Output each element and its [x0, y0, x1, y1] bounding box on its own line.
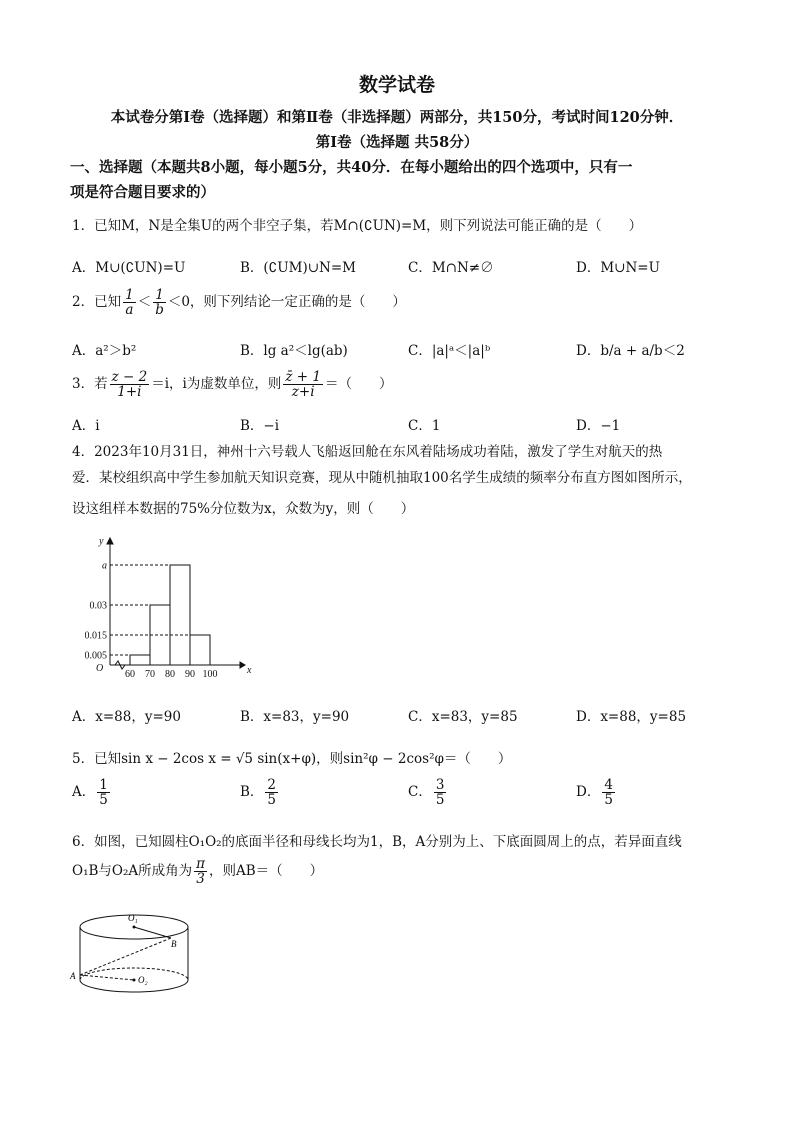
x-tick-label: 60 [125, 669, 135, 680]
histogram-bar [170, 565, 190, 665]
origin-label: O [96, 663, 104, 674]
y-axis-label: y [99, 536, 104, 547]
label-b: B [171, 939, 177, 949]
question-4-line2: 爱．某校组织高中学生参加航天知识竞赛，现从中随机抽取100名学生成绩的频率分布直方图如图所示， [72, 470, 692, 486]
q3-frac-1-den: 1+i [117, 384, 142, 401]
q5-option-b-letter: B． [240, 784, 264, 801]
y-axis-arrow [107, 538, 113, 544]
q1-option-c: C．M∩N≠∅ [408, 260, 494, 276]
q2-stem-post: ＜0，则下列结论一定正确的是（ ） [167, 294, 406, 311]
q5-a-num: 1 [99, 777, 108, 793]
x-axis-label: x [247, 665, 252, 676]
q6-angle-num: π [196, 856, 206, 872]
question-6-line2 [72, 857, 323, 886]
frequency-histogram [85, 530, 255, 685]
q5-c-num: 3 [435, 777, 445, 793]
q3-fraction-2 [283, 370, 323, 399]
histogram-bar [130, 655, 150, 665]
exam-intro-line1: 本试卷分第Ⅰ卷（选择题）和第Ⅱ卷（非选择题）两部分，共150分，考试时间120分钟． [110, 109, 684, 126]
q6-angle-den: 3 [196, 871, 205, 888]
label-o1: O₁ [128, 913, 138, 923]
question-3-stem [72, 370, 392, 399]
q2-frac-1a-den: a [125, 302, 134, 319]
q2-option-b: B．lg a²＜lg(ab) [240, 343, 348, 359]
y-tick-label: 0.005 [85, 650, 107, 662]
section-heading-line1: 一、选择题（本题共8小题，每小题5分，共40分．在每小题给出的四个选项中，只有一 [70, 159, 633, 176]
q3-stem-post: ＝（ ） [324, 376, 393, 393]
q3-frac-2-num: z̄ + 1 [285, 369, 321, 385]
x-tick-label: 80 [165, 669, 175, 680]
q5-option-a-fraction [97, 778, 110, 807]
q2-option-d: D．b/a + a/b＜2 [576, 343, 685, 359]
q3-option-a: A．i [72, 418, 100, 434]
q2-frac-1b-num: 1 [153, 288, 166, 303]
label-a: A [70, 971, 76, 981]
label-o2: O₂ [138, 975, 148, 985]
x-tick-label: 100 [202, 669, 218, 680]
point-o1 [133, 926, 136, 929]
q5-option-b [240, 778, 280, 807]
question-5-stem: 5．已知sin x − 2cos x = √5 sin(x+φ)，则sin²φ − 2cos²φ＝（ ） [72, 751, 512, 767]
question-6-line1: 6．如图，已知圆柱O₁O₂的底面半径和母线长均为1，B，A分别为上、下底面圆周上的点，若异面直线 [72, 834, 682, 850]
cylinder-figure [68, 905, 198, 1005]
q5-option-c [408, 778, 448, 807]
q5-option-c-fraction [434, 778, 447, 807]
bottom-back-arc [80, 968, 188, 980]
q4-option-b: B．x=83，y=90 [240, 709, 350, 725]
x-axis-arrow [240, 662, 245, 668]
q2-option-c: C．|a|ᵃ＜|a|ᵇ [408, 343, 491, 359]
q5-b-den: 5 [267, 792, 277, 809]
q5-option-d-letter: D． [576, 784, 601, 801]
question-2-stem: 2．已知 $\frac{1}{a}$ ＜ $\frac{1}{b}$ ＜0，则下列结论一定正确的是（ ） [72, 287, 406, 319]
q3-frac-1-num: z − 2 [111, 369, 148, 385]
q1-option-d: D．M∪N=U [576, 260, 660, 276]
q3-frac-2-den: z+i [291, 384, 315, 401]
q6-line2-pre: O₁B与O₂A所成角为 [72, 863, 193, 880]
q5-option-a-letter: A． [72, 784, 96, 801]
point-o2 [133, 979, 136, 982]
q5-b-num: 2 [267, 777, 277, 793]
q2-frac-1b-den: b [155, 302, 164, 319]
question-1-stem: 1．已知M，N是全集U的两个非空子集，若M∩(∁UN)=M，则下列说法可能正确的是（ ） [72, 218, 643, 234]
q3-option-d: D．−1 [576, 418, 621, 434]
q6-angle-fraction [194, 857, 207, 886]
q3-stem-mid: ＝i，i为虚数单位，则 [151, 376, 282, 393]
q6-line2-post: ，则AB＝（ ） [209, 863, 324, 880]
y-tick-label: 0.015 [85, 630, 107, 642]
q1-option-a: A．M∪(∁UN)=U [72, 260, 186, 276]
q4-option-a: A．x=88，y=90 [72, 709, 181, 725]
q5-d-num: 4 [604, 777, 613, 793]
q5-option-a [72, 778, 112, 807]
q5-d-den: 5 [604, 792, 613, 809]
q2-fraction-1b [153, 288, 166, 317]
q5-option-c-letter: C． [408, 784, 432, 801]
q5-option-d-fraction [602, 778, 615, 807]
page-title: 数学试卷 [358, 74, 435, 96]
exam-intro-line2: 第Ⅰ卷（选择题 共58分） [315, 134, 479, 151]
q3-option-b: B．−i [240, 418, 280, 434]
q5-option-d [576, 778, 617, 807]
bottom-front-arc [80, 980, 188, 992]
q3-option-c: C．1 [408, 418, 441, 434]
q2-option-a: A．a²＞b² [72, 343, 137, 359]
q2-stem-pre: 2．已知 [72, 294, 122, 311]
q5-option-b-fraction [265, 778, 278, 807]
q2-frac-1a-num: 1 [125, 287, 134, 303]
x-tick-label: 90 [185, 669, 195, 680]
y-tick-label: a [102, 560, 107, 572]
segment-o1b [134, 927, 171, 938]
q5-c-den: 5 [435, 792, 445, 809]
histogram-bar [190, 635, 210, 665]
question-4-line3: 设这组样本数据的75%分位数为x，众数为y，则（ ） [72, 501, 415, 517]
q4-option-c: C．x=83，y=85 [408, 709, 518, 725]
segment-ao2 [80, 975, 134, 980]
y-tick-label: 0.03 [89, 600, 107, 612]
q2-fraction-1a [123, 288, 136, 317]
q4-option-d: D．x=88，y=85 [576, 709, 687, 725]
q3-fraction-1 [110, 370, 150, 399]
section-heading-line2: 项是符合题目要求的） [70, 184, 215, 201]
question-4-line1: 4．2023年10月31日，神州十六号载人飞船返回舱在东风着陆场成功着陆，激发了学生对航天的热 [72, 444, 663, 460]
q3-stem-pre: 3．若 [72, 376, 108, 393]
q1-option-b: B．(∁UM)∪N=M [240, 260, 357, 276]
q5-a-den: 5 [99, 792, 108, 809]
x-tick-label: 70 [145, 669, 155, 680]
